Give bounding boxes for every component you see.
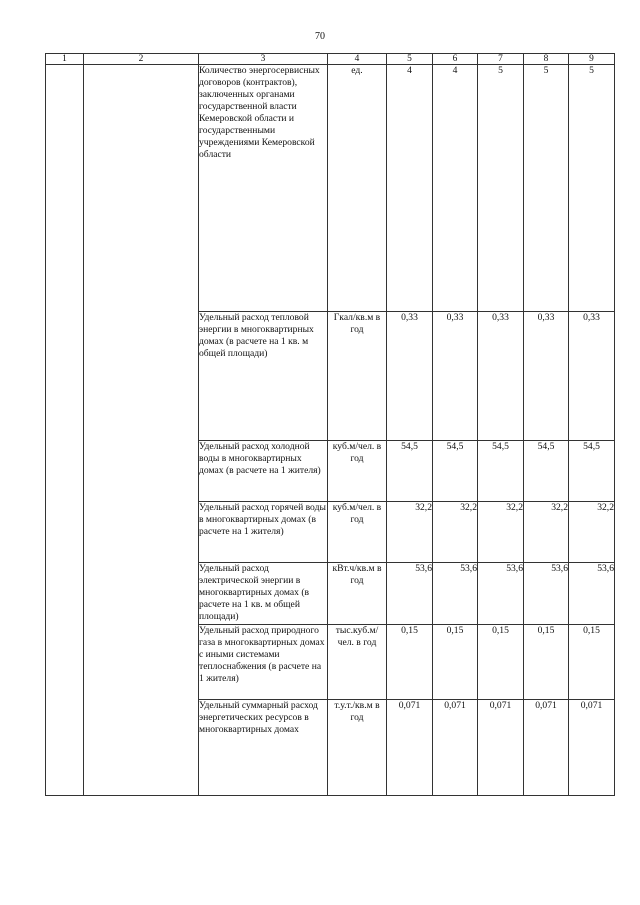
value-cell: 4 [433,65,478,312]
value-cell: 0,33 [524,312,569,441]
value-cell: 0,15 [478,625,524,700]
column-header-4: 4 [328,54,387,65]
indicator-cell: Удельный расход электрической энергии в многоквартирных домах (в расчете на 1 кв. м общей площади) [199,563,328,625]
column-1-cell [46,65,84,796]
value-cell: 0,071 [387,700,433,796]
column-header-3: 3 [199,54,328,65]
value-cell: 54,5 [387,441,433,502]
unit-cell: Гкал/кв.м в год [328,312,387,441]
column-header-7: 7 [478,54,524,65]
value-cell: 32,2 [569,502,615,563]
value-cell: 0,071 [478,700,524,796]
unit-cell: тыс.куб.м/ чел. в год [328,625,387,700]
indicator-cell: Удельный суммарный расход энергетических ресурсов в многоквартирных домах [199,700,328,796]
indicator-cell: Удельный расход тепловой энергии в многоквартирных домах (в расчете на 1 кв. м общей площади) [199,312,328,441]
value-cell: 53,6 [524,563,569,625]
value-cell: 0,15 [433,625,478,700]
unit-cell: ед. [328,65,387,312]
value-cell: 54,5 [478,441,524,502]
value-cell: 32,2 [478,502,524,563]
indicators-table [45,53,615,796]
indicator-cell: Количество энергосервисных договоров (контрактов), заключенных органами государственной власти Кемеровской области и государственными учреждениями Кемеровской области [199,65,328,312]
value-cell: 53,6 [433,563,478,625]
column-header-9: 9 [569,54,615,65]
value-cell: 32,2 [433,502,478,563]
value-cell: 53,6 [478,563,524,625]
value-cell: 5 [478,65,524,312]
value-cell: 32,2 [387,502,433,563]
indicator-cell: Удельный расход горячей воды в многоквартирных домах (в расчете на 1 жителя) [199,502,328,563]
value-cell: 0,15 [387,625,433,700]
value-cell: 53,6 [387,563,433,625]
value-cell: 0,15 [524,625,569,700]
indicator-cell: Удельный расход природного газа в многоквартирных домах с иными системами теплоснабжения (в расчете на 1 жителя) [199,625,328,700]
unit-cell: т.у.т./кв.м в год [328,700,387,796]
value-cell: 0,071 [524,700,569,796]
value-cell: 4 [387,65,433,312]
value-cell: 0,071 [433,700,478,796]
value-cell: 5 [569,65,615,312]
value-cell: 0,33 [433,312,478,441]
column-header-6: 6 [433,54,478,65]
indicator-cell: Удельный расход холодной воды в многоквартирных домах (в расчете на 1 жителя) [199,441,328,502]
value-cell: 0,15 [569,625,615,700]
table-row [46,65,615,312]
value-cell: 54,5 [433,441,478,502]
value-cell: 53,6 [569,563,615,625]
value-cell: 5 [524,65,569,312]
page-number: 70 [315,31,325,42]
header-row [46,54,615,65]
unit-cell: кВт.ч/кв.м в год [328,563,387,625]
value-cell: 32,2 [524,502,569,563]
column-2-cell [84,65,199,796]
value-cell: 54,5 [524,441,569,502]
column-header-2: 2 [84,54,199,65]
column-header-5: 5 [387,54,433,65]
column-header-8: 8 [524,54,569,65]
value-cell: 54,5 [569,441,615,502]
column-header-1: 1 [46,54,84,65]
unit-cell: куб.м/чел. в год [328,502,387,563]
value-cell: 0,33 [478,312,524,441]
value-cell: 0,33 [569,312,615,441]
unit-cell: куб.м/чел. в год [328,441,387,502]
value-cell: 0,071 [569,700,615,796]
value-cell: 0,33 [387,312,433,441]
